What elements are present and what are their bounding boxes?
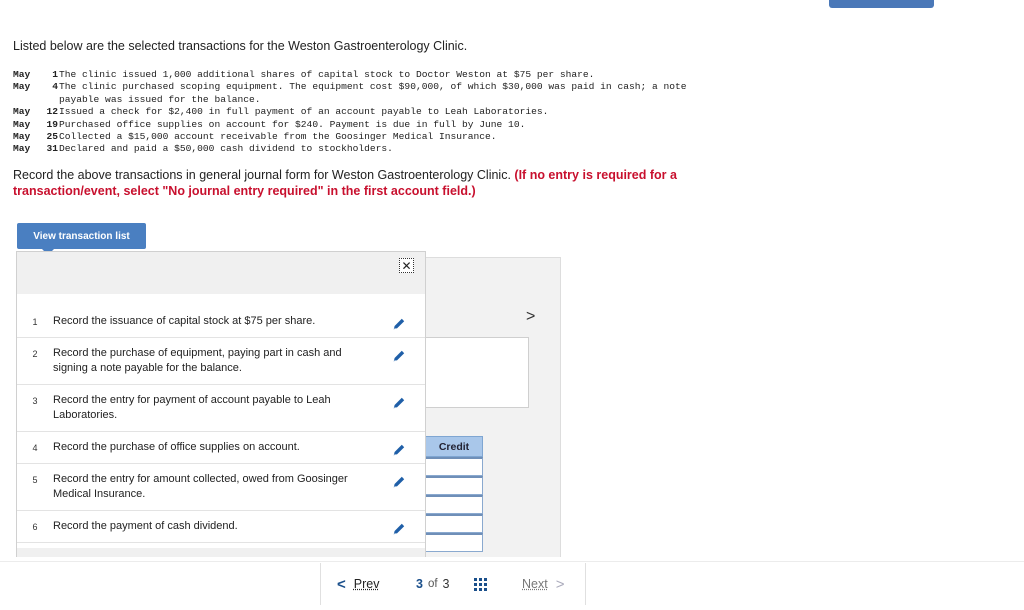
next-label: Next [522, 577, 548, 591]
entry-row[interactable] [17, 464, 425, 511]
transaction-text: payable was issued for the balance. [59, 93, 261, 105]
top-tab-button[interactable] [829, 0, 934, 8]
close-icon[interactable]: ✕ [399, 258, 414, 273]
entry-description: Record the entry for amount collected, owed from Goosinger Medical Insurance. [53, 473, 348, 500]
transaction-month: May [13, 118, 31, 130]
view-transaction-list-button[interactable]: View transaction list [17, 223, 146, 249]
entry-number: 6 [32, 522, 38, 532]
transaction-day: 4 [52, 81, 58, 93]
transaction-text: Collected a $15,000 account receivable from the Goosinger Medical Insurance. [59, 131, 497, 143]
entry-number: 5 [32, 475, 38, 485]
entry-description: Record the entry for payment of account payable to Leah Laboratories. [53, 394, 331, 421]
transaction-date [13, 94, 58, 106]
entry-list [17, 294, 425, 543]
instruction-main: Record the above transactions in general journal form for Weston Gastroenterology Clinic. [13, 168, 515, 182]
credit-cell[interactable] [425, 457, 483, 476]
entry-description: Record the purchase of office supplies on account. [53, 441, 300, 453]
transaction-month: May [13, 106, 31, 118]
entry-number: 2 [32, 349, 38, 359]
instruction-text [13, 168, 733, 199]
credit-cell[interactable] [425, 514, 483, 533]
chevron-left-icon: < [337, 575, 346, 593]
pencil-edit-icon[interactable] [391, 316, 407, 332]
total-pages: 3 [442, 577, 450, 591]
intro-text: Listed below are the selected transactions for the Weston Gastroenterology Clinic. [13, 39, 468, 53]
credit-cell[interactable] [425, 495, 483, 514]
page-of-label: of [427, 578, 438, 590]
transaction-month: May [13, 143, 31, 155]
entry-row[interactable] [17, 306, 425, 338]
transaction-text: The clinic purchased scoping equipment. The equipment cost $90,000, of which $30,000 was paid in cash; a note [59, 81, 687, 93]
transaction-day [43, 94, 58, 106]
pencil-edit-icon[interactable] [391, 348, 407, 364]
transaction-date [13, 131, 58, 143]
footer-divider [0, 561, 1024, 562]
current-page: 3 [416, 577, 423, 591]
entry-description: Record the issuance of capital stock at $75 per share. [53, 315, 316, 327]
transaction-row [13, 119, 687, 131]
transaction-row [13, 143, 687, 155]
transaction-row [13, 106, 687, 118]
popup-footer [17, 548, 426, 557]
transaction-row [13, 94, 687, 106]
pagination [320, 563, 586, 605]
transaction-row [13, 81, 687, 93]
prev-button[interactable] [337, 576, 379, 593]
transaction-list-popup [16, 251, 426, 557]
transaction-month: May [13, 81, 31, 93]
transaction-text: Purchased office supplies on account for $240. Payment is due in full by June 10. [59, 118, 526, 130]
pencil-edit-icon[interactable] [391, 521, 407, 537]
transaction-row [13, 69, 687, 81]
transaction-date [13, 143, 58, 155]
popup-header [17, 252, 425, 294]
transaction-day: 31 [46, 143, 58, 155]
transaction-month [13, 94, 43, 106]
journal-description-box [424, 337, 529, 408]
transaction-day: 25 [46, 131, 58, 143]
next-button[interactable] [522, 576, 564, 593]
pencil-edit-icon[interactable] [391, 395, 407, 411]
entry-row[interactable] [17, 385, 425, 432]
transaction-text: The clinic issued 1,000 additional shares of capital stock to Doctor Weston at $75 per share. [59, 69, 595, 80]
transaction-row [13, 131, 687, 143]
chevron-right-icon: > [555, 575, 565, 593]
pencil-edit-icon[interactable] [391, 442, 407, 458]
entry-row[interactable] [17, 511, 425, 543]
transaction-date [13, 106, 58, 118]
pencil-edit-icon[interactable] [391, 474, 407, 490]
entry-row[interactable] [17, 338, 425, 385]
credit-cell[interactable] [425, 476, 483, 495]
transaction-month: May [13, 69, 31, 80]
transaction-list [13, 69, 687, 156]
transaction-day: 19 [46, 118, 58, 130]
transaction-text: Issued a check for $2,400 in full payment of an account payable to Leah Laboratories. [59, 106, 549, 118]
transaction-date [13, 81, 58, 93]
entry-row[interactable] [17, 432, 425, 464]
entry-description: Record the purchase of equipment, paying part in cash and signing a note payable for the balance. [53, 347, 342, 374]
transaction-text: Declared and paid a $50,000 cash dividend to stockholders. [59, 143, 393, 155]
credit-cell[interactable] [425, 533, 483, 552]
transaction-month: May [13, 131, 31, 143]
transaction-day: 12 [46, 106, 58, 118]
entry-number: 3 [32, 396, 38, 406]
entry-number: 4 [32, 443, 38, 453]
credit-column-header: Credit [425, 436, 483, 457]
instruction-note: (If no entry is required for a transaction/event, select "No journal entry required" in the first account field.) [13, 168, 677, 198]
transaction-day: 1 [52, 69, 58, 80]
next-entry-chevron-icon[interactable]: > [526, 308, 536, 325]
transaction-date [13, 119, 58, 131]
transaction-date [13, 69, 58, 81]
entry-number: 1 [32, 317, 38, 327]
page-indicator [416, 577, 450, 591]
entry-description: Record the payment of cash dividend. [53, 520, 238, 532]
grid-icon[interactable] [474, 578, 487, 591]
prev-label: Prev [353, 577, 380, 591]
